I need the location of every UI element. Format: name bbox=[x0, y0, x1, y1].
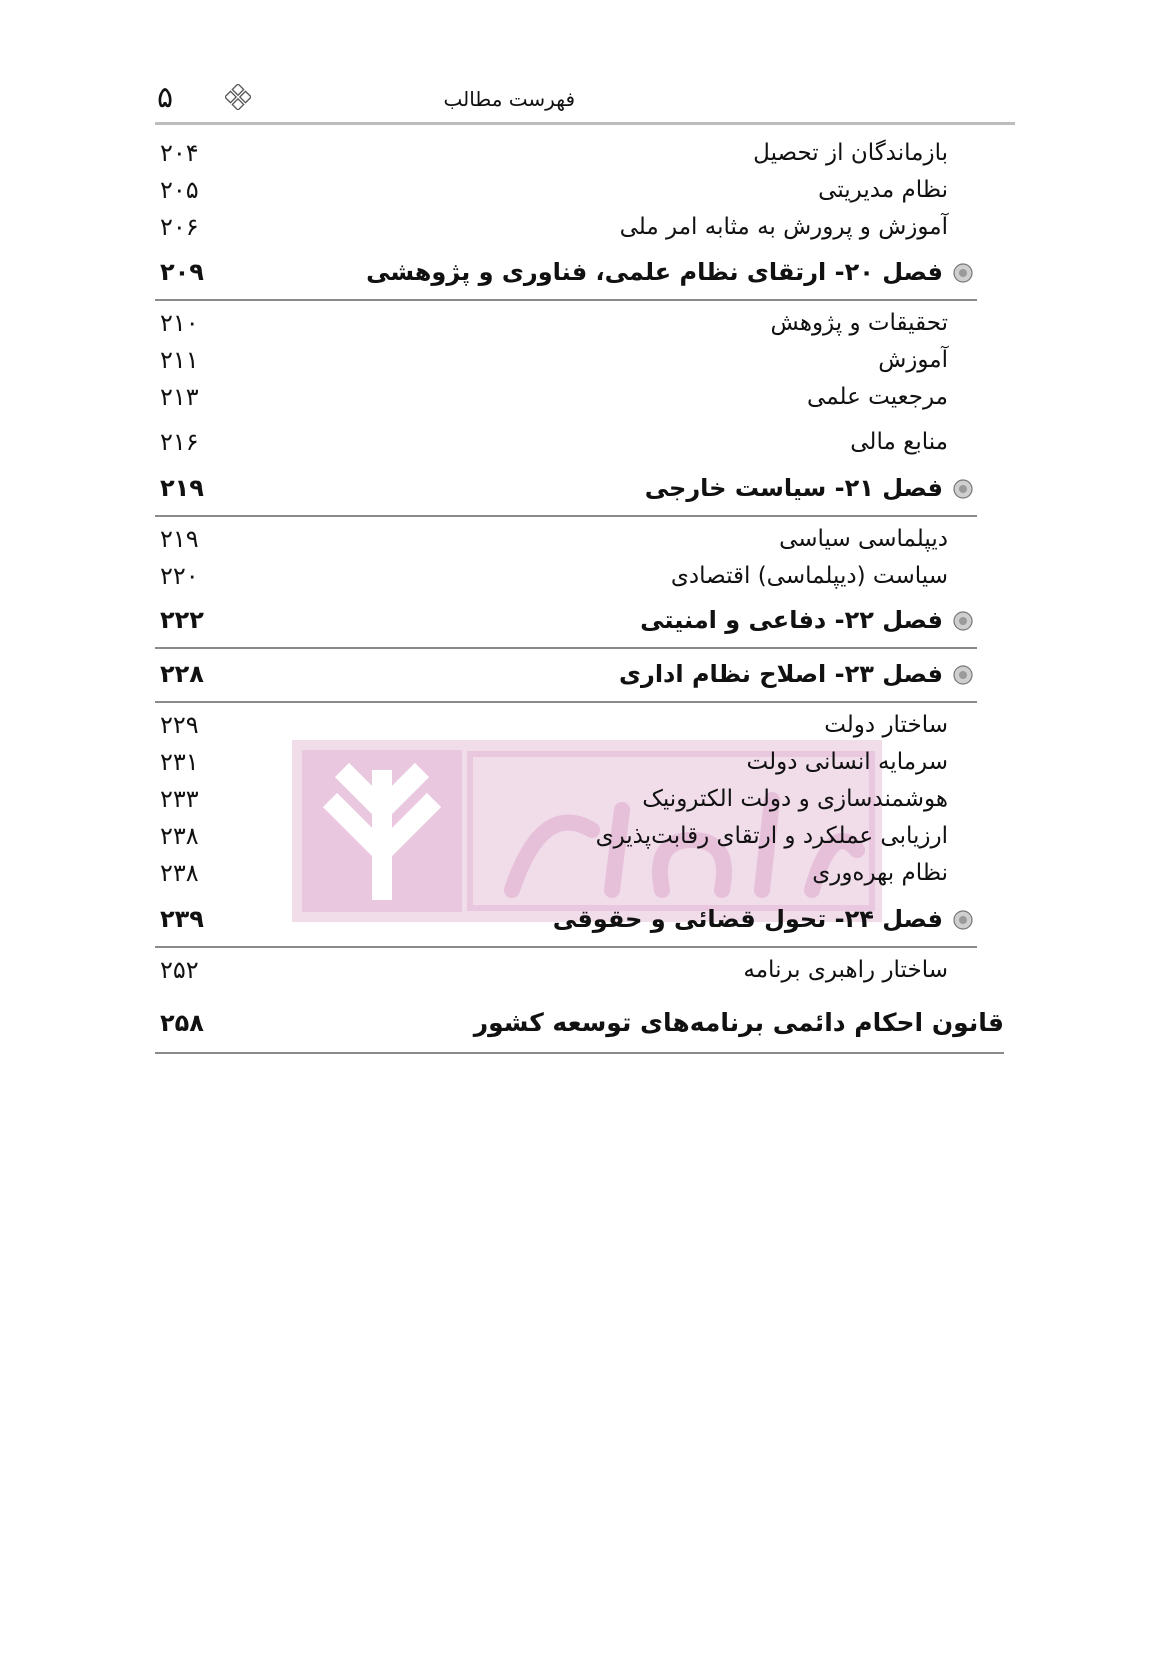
toc-chapter-entry[interactable] bbox=[155, 255, 977, 301]
four-diamond-ornament-icon bbox=[225, 84, 251, 110]
toc-entry[interactable] bbox=[155, 559, 948, 593]
toc-entry-title: هوشمندسازی و دولت الکترونیک bbox=[642, 786, 948, 812]
toc-chapter-title: فصل ۲۳- اصلاح نظام اداری bbox=[619, 660, 943, 688]
toc-entry-page: ۲۱۶ bbox=[160, 428, 199, 456]
toc-chapter-page: ۲۰۹ bbox=[160, 258, 204, 286]
toc-chapter-title: فصل ۲۰- ارتقای نظام علمی، فناوری و پژوهشی bbox=[366, 258, 943, 286]
toc-entry-title: آموزش bbox=[878, 347, 948, 373]
toc-chapter-entry[interactable] bbox=[155, 471, 977, 517]
toc-chapter-entry[interactable] bbox=[155, 657, 977, 703]
toc-entry-page: ۲۱۹ bbox=[160, 525, 199, 553]
toc-entry-page: ۲۱۳ bbox=[160, 383, 199, 411]
toc-entry-title: سیاست (دیپلماسی) اقتصادی bbox=[670, 563, 948, 589]
toc-entry-page: ۲۱۰ bbox=[160, 309, 199, 337]
toc-entry-title: بازماندگان از تحصیل bbox=[753, 140, 948, 166]
toc-entry-title: نظام بهره‌وری bbox=[812, 860, 948, 886]
toc-entry-page: ۲۲۰ bbox=[160, 562, 199, 590]
toc-entry-page: ۲۵۲ bbox=[160, 956, 199, 984]
toc-chapter-page: ۲۲۲ bbox=[160, 606, 204, 634]
toc-entry-title: نظام مدیریتی bbox=[818, 177, 948, 203]
toc-law-page: ۲۵۸ bbox=[160, 1009, 204, 1037]
toc-entry[interactable] bbox=[155, 425, 948, 459]
toc-entry-page: ۲۰۶ bbox=[160, 213, 199, 241]
toc-entry[interactable] bbox=[155, 136, 948, 170]
toc-chapter-entry[interactable] bbox=[155, 902, 977, 948]
toc-entry-page: ۲۲۹ bbox=[160, 711, 199, 739]
toc-entry[interactable] bbox=[155, 380, 948, 414]
toc-entry[interactable] bbox=[155, 856, 948, 890]
toc-entry[interactable] bbox=[155, 306, 948, 340]
toc-entry[interactable] bbox=[155, 522, 948, 556]
toc-entry[interactable] bbox=[155, 782, 948, 816]
page-header bbox=[155, 78, 1015, 128]
toc-entry-title: تحقیقات و پژوهش bbox=[770, 310, 948, 336]
toc-entry-title: آموزش و پرورش به مثابه امر ملی bbox=[619, 214, 948, 240]
toc-chapter-page: ۲۲۸ bbox=[160, 660, 204, 688]
toc-entry[interactable] bbox=[155, 708, 948, 742]
toc-entry-title: مرجعیت علمی bbox=[807, 384, 948, 410]
toc-entry-title: ارزیابی عملکرد و ارتقای رقابت‌پذیری bbox=[595, 823, 948, 849]
toc-chapter-title: فصل ۲۴- تحول قضائی و حقوقی bbox=[552, 905, 943, 933]
toc-entry-title: منابع مالی bbox=[850, 429, 948, 455]
law-divider bbox=[155, 1052, 1004, 1054]
header-divider bbox=[155, 122, 1015, 125]
chapter-divider bbox=[155, 701, 977, 703]
toc-entry-title: سرمایه انسانی دولت bbox=[746, 749, 948, 775]
chapter-divider bbox=[155, 515, 977, 517]
toc-entry-page: ۲۰۴ bbox=[160, 139, 199, 167]
toc-entry[interactable] bbox=[155, 745, 948, 779]
toc-entry[interactable] bbox=[155, 173, 948, 207]
toc-chapter-page: ۲۱۹ bbox=[160, 474, 204, 502]
toc-entry-title: ساختار راهبری برنامه bbox=[743, 957, 948, 983]
toc-law-entry[interactable] bbox=[155, 1006, 1004, 1054]
page-number: ۵ bbox=[157, 80, 174, 115]
toc-chapter-title: فصل ۲۲- دفاعی و امنیتی bbox=[640, 606, 943, 634]
toc-chapter-entry[interactable] bbox=[155, 603, 977, 649]
toc-entry-page: ۲۰۵ bbox=[160, 176, 199, 204]
toc-entry-page: ۲۳۱ bbox=[160, 748, 199, 776]
toc-entry-page: ۲۳۳ bbox=[160, 785, 199, 813]
toc-entry-page: ۲۳۸ bbox=[160, 822, 199, 850]
section-title: فهرست مطالب bbox=[443, 87, 575, 111]
toc-law-title: قانون احکام دائمی برنامه‌های توسعه کشور bbox=[473, 1008, 1004, 1037]
toc-entry[interactable] bbox=[155, 343, 948, 377]
toc-entry[interactable] bbox=[155, 819, 948, 853]
chapter-divider bbox=[155, 946, 977, 948]
toc-chapter-page: ۲۳۹ bbox=[160, 905, 204, 933]
toc-entry-page: ۲۱۱ bbox=[160, 346, 199, 374]
toc-entry-title: ساختار دولت bbox=[824, 712, 948, 738]
chapter-divider bbox=[155, 647, 977, 649]
toc-entry-title: دیپلماسی سیاسی bbox=[779, 526, 948, 552]
chapter-divider bbox=[155, 299, 977, 301]
toc-entry[interactable] bbox=[155, 953, 948, 987]
toc-entry-page: ۲۳۸ bbox=[160, 859, 199, 887]
toc-entry[interactable] bbox=[155, 210, 948, 244]
toc-chapter-title: فصل ۲۱- سیاست خارجی bbox=[644, 474, 943, 502]
